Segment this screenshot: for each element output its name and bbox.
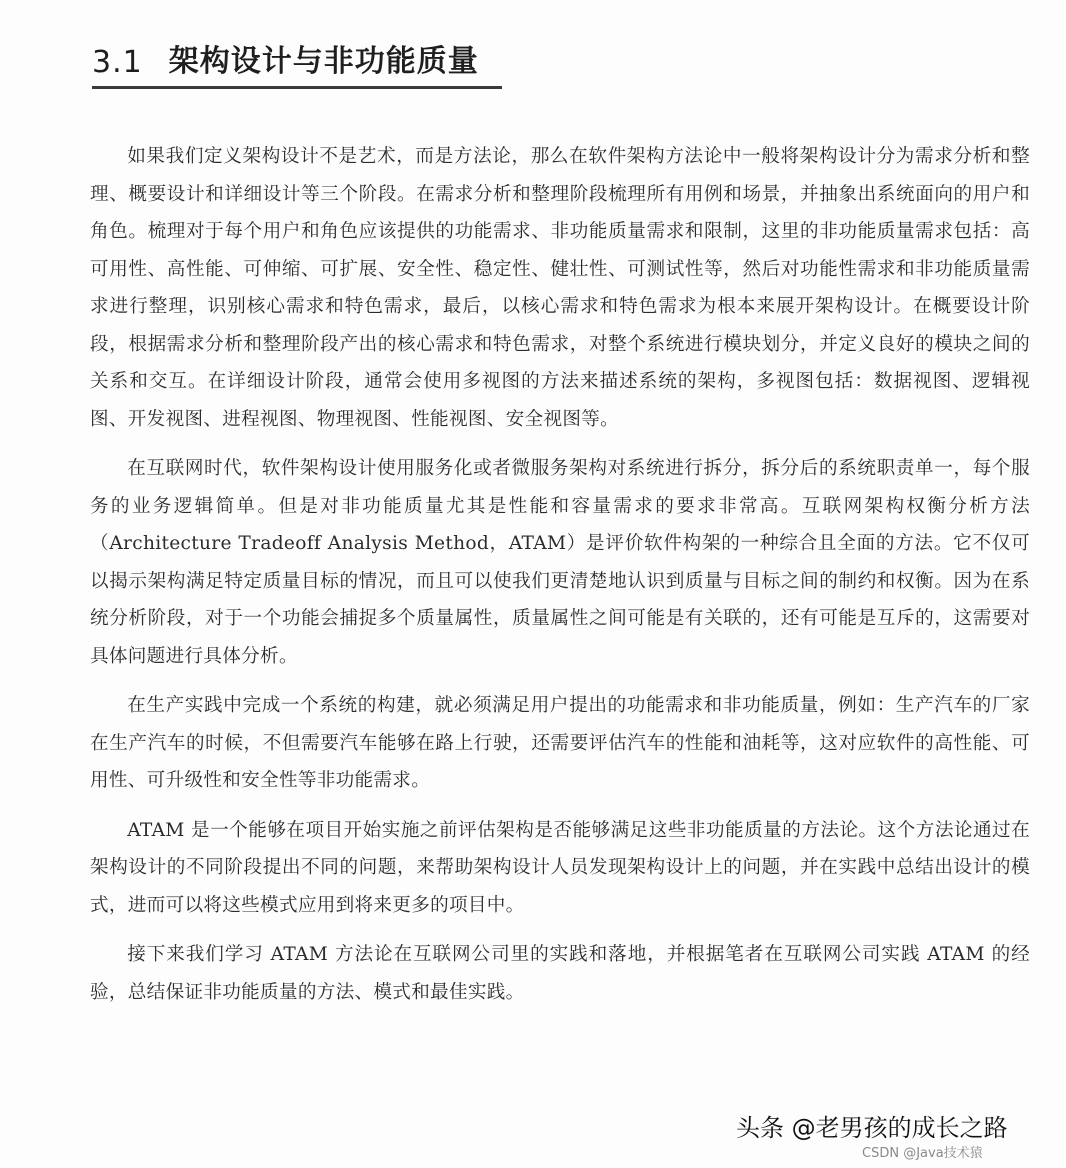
paragraph-3: 在生产实践中完成一个系统的构建，就必须满足用户提出的功能需求和非功能质量，例如：生产汽车的厂家在生产汽车的时候，不但需要汽车能够在路上行驶，还需要评估汽车的性能和油耗等，这对应软件的高性能、可用性、可升级性和安全性等非功能需求。 xyxy=(90,695,1030,791)
paragraph-5: 接下来我们学习 ATAM 方法论在互联网公司里的实践和落地，并根据笔者在互联网公司实践 ATAM 的经验，总结保证非功能质量的方法、模式和最佳实践。 xyxy=(90,944,1030,1003)
section-title: 架构设计与非功能质量 xyxy=(168,44,479,79)
paragraph-4: ATAM 是一个能够在项目开始实施之前评估架构是否能够满足这些非功能质量的方法论。这个方法论通过在架构设计的不同阶段提出不同的问题，来帮助架构设计人员发现架构设计上的问题，并在实践中总结出设计的模式，进而可以将这些模式应用到将来更多的项目中。 xyxy=(90,819,1030,916)
section-number: 3.1 xyxy=(92,45,143,80)
toutiao-watermark: 头条 @老男孩的成长之路 xyxy=(736,1114,1008,1142)
paragraph-1: 如果我们定义架构设计不是艺术，而是方法论，那么在软件架构方法论中一般将架构设计分为需求分析和整理、概要设计和详细设计等三个阶段。在需求分析和整理阶段梳理所有用例和场景，并抽象出系统面向的用户和角色。梳理对于每个用户和角色应该提供的功能需求、非功能质量需求和限制，这里的非功能质量需求包括：高可用性、高性能、可伸缩、可扩展、安全性、稳定性、健壮性、可测试性等，然后对功能性需求和非功能质量需求进行整理，识别核心需求和特色需求，最后，以核心需求和特色需求为根本来展开架构设计。在概要设计阶段，根据需求分析和整理阶段产出的核心需求和特色需求，对整个系统进行模块划分，并定义良好的模块之间的关系和交互。在详细设计阶段，通常会使用多视图的方法来描述系统的架构，多视图包括：数据视图、逻辑视图、开发视图、进程视图、物理视图、性能视图、安全视图等。 xyxy=(90,146,1030,430)
paragraph-2: 在互联网时代，软件架构设计使用服务化或者微服务架构对系统进行拆分，拆分后的系统职责单一，每个服务的业务逻辑简单。但是对非功能质量尤其是性能和容量需求的要求非常高。互联网架构权衡分析方法（Architecture Tradeoff Analysis Method，ATAM）是评价软件构架的一种综合且全面的方法。它不仅可以揭示架构满足特定质量目标的情况，而且可以使我们更清楚地认识到质量与目标之间的制约和权衡。因为在系统分析阶段，对于一个功能会捕捉多个质量属性，质量属性之间可能是有关联的，还有可能是互斥的，这需要对具体问题进行具体分析。 xyxy=(90,458,1030,667)
csdn-watermark: CSDN @Java技术猿 xyxy=(862,1146,983,1161)
section-heading xyxy=(92,34,502,89)
body-text xyxy=(90,138,1030,1023)
